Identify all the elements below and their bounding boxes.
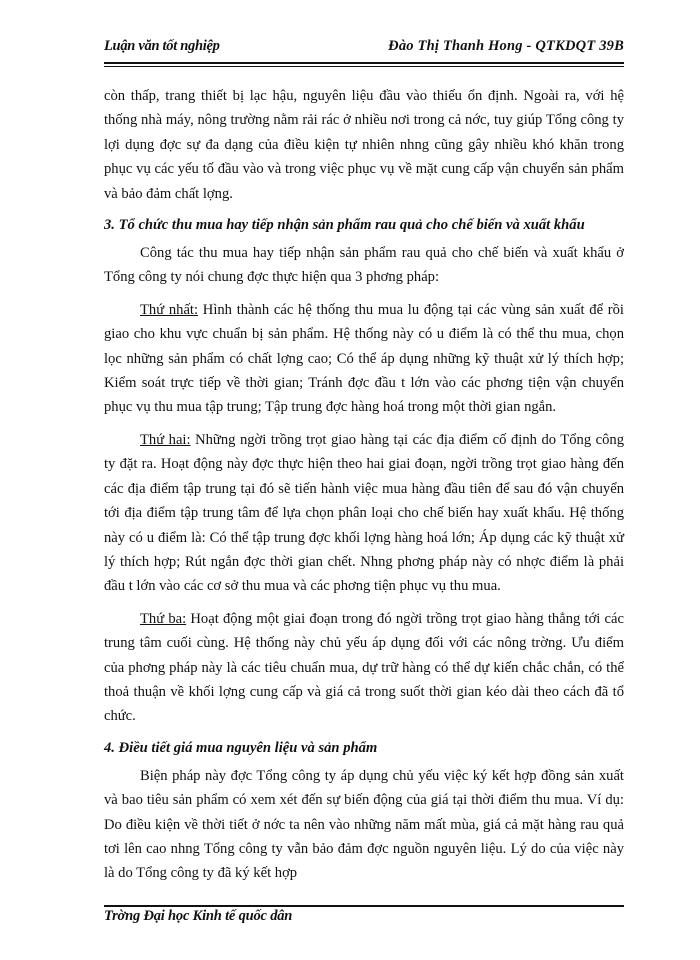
method-3-text: Hoạt động một giai đoạn trong đó ngời trồng trọt giao hàng thẳng tới các trung tâm cuối cùng. Hệ thống này chủ yếu áp dụng đối với các nông trờng. Ưu điểm của phơng pháp này là các tiêu chuẩn mua, dự trữ hàng có thể dự kiến chắc chắn, có thể thoả thuận về khối lợng cung cấp và giá cả trong suốt thời gian kéo dài theo cách đã tổ chức. — [104, 610, 624, 725]
method-3-label: Thứ ba: — [140, 610, 187, 627]
header-rule-thin — [104, 66, 624, 67]
header-thesis-title: Luận văn tốt nghiệp — [104, 38, 220, 54]
header-author: Đào Thị Thanh Hong - QTKDQT 39B — [388, 38, 624, 54]
footer-rule — [104, 905, 624, 907]
page-header — [104, 38, 624, 60]
page-footer: Trờng Đại học Kinh tế quốc dân — [104, 908, 293, 924]
paragraph-continued: còn thấp, trang thiết bị lạc hậu, nguyên liệu đầu vào thiếu ổn định. Ngoài ra, với hệ thống nhà máy, nông trường nằm rải rác ở nhiều nơi trong cả nớc, tuy giúp Tổng công ty lợi dụng đợc sự đa dạng của điều kiện tự nhiên nhng cũng gây nhiều khó khăn trong phục vụ các yếu tố đầu vào và trong việc phục vụ về mặt cung cấp vận chuyển sản phẩm và bảo đảm chất lợng. — [104, 88, 624, 202]
paragraph-method-3 — [104, 607, 624, 729]
method-1-text: Hình thành các hệ thống thu mua lu động tại các vùng sản xuất để rồi giao cho khu vực chuẩn bị sản phẩm. Hệ thống này có u điểm là có thể thu mua, chọn lọc những sản phẩm có chất lợng cao; Có thể áp dụng những kỹ thuật xử lý thích hợp; Kiểm soát trực tiếp về thời gian; Tránh đợc đầu t lớn vào các phơng tiện vận chuyển phục vụ thu mua tập trung; Tập trung đợc hàng hoá trong một thời gian ngắn. — [104, 301, 624, 416]
paragraph-intro: Công tác thu mua hay tiếp nhận sản phẩm rau quả cho chế biến và xuất khẩu ở Tổng công ty nói chung đợc thực hiện qua 3 phơng pháp: — [104, 245, 624, 286]
method-2-text: Những ngời trồng trọt giao hàng tại các địa điểm cố định do Tổng công ty đặt ra. Hoạt động này đợc thực hiện theo hai giai đoạn, ngời trồng trọt giao hàng đến các địa điểm tập trung tại đó sẽ tiến hành việc mua hàng đầu tiên để sau đó vận chuyển tới địa điểm tập trung tâm để lựa chọn phân loại cho chế biến hay xuất khẩu. Hệ thống này có u điểm là: Có thể tập trung đợc khối lợng hàng hoá lớn; Áp dụng các kỹ thuật xử lý thích hợp; Rút ngắn đợc thời gian chết. Nhng phơng pháp này có nhợc điểm là phải đầu t lớn vào các cơ sở thu mua và các phơng tiện phục vụ thu mua. — [104, 431, 625, 595]
paragraph-method-2 — [104, 428, 624, 599]
method-2-label: Thứ hai: — [140, 431, 191, 448]
paragraph-price-regulation: Biện pháp này đợc Tổng công ty áp dụng chủ yếu việc ký kết hợp đồng sản xuất và bao tiêu sản phẩm có xem xét đến sự biến động của giá tại thời điểm thu mua. Ví dụ: Do điều kiện về thời tiết ở nớc ta nên vào những năm mất mùa, giá cả mặt hàng rau quả tơi lên cao nhng Tổng công ty vẫn bảo đảm đợc nguồn nguyên liệu. Lý do của việc này là do Tổng công ty đã ký kết hợp — [104, 767, 624, 882]
section-heading-3: 3. Tổ chức thu mua hay tiếp nhận sản phẩm rau quả cho chế biến và xuất khẩu — [104, 217, 585, 234]
paragraph-method-1 — [104, 298, 624, 420]
section-heading-4: 4. Điều tiết giá mua nguyên liệu và sản phẩm — [104, 739, 378, 756]
page-body — [104, 84, 624, 886]
method-1-label: Thứ nhất: — [140, 301, 199, 318]
header-rule — [104, 62, 624, 64]
